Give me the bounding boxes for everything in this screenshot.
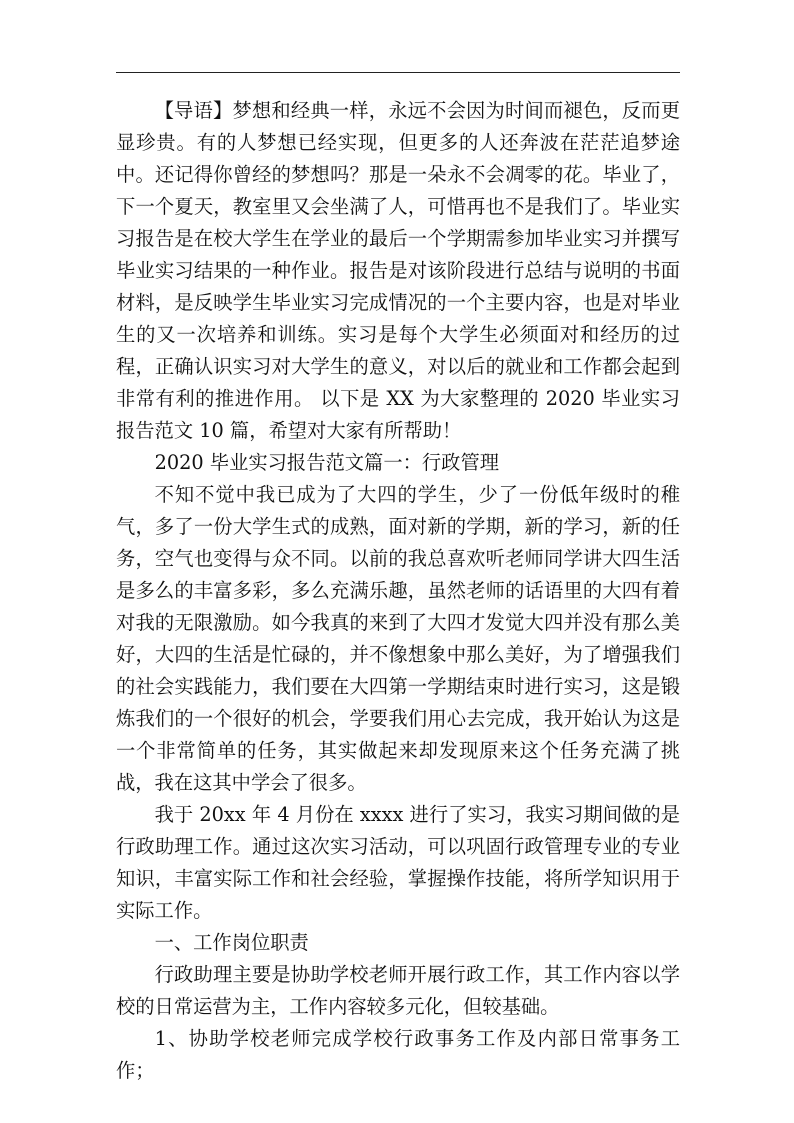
header-rule <box>116 72 680 73</box>
subsection-title-job-duties: 一、工作岗位职责 <box>154 931 309 954</box>
intro-paragraph: 【导语】梦想和经典一样，永远不会因为时间而褪色，反而更显珍贵。有的人梦想已经实现，但更多的人还奔波在茫茫追梦途中。还记得你曾经的梦想吗？那是一朵永不会凋零的花。毕业了，下一个夏天，教室里又会坐满了人，可惜再也不是我们了。毕业实习报告是在校大学生在学业的最后一个学期需参加毕业实习并撰写毕业实习结果的一种作业。报告是对该阶段进行总结与说明的书面材料，是反映学生毕业实习完成情况的一个主要内容，也是对毕业生的又一次培养和训练。实习是每个大学生必须面对和经历的过程，正确认识实习对大学生的意义，对以后的就业和工作都会起到非常有利的推进作用。 以下是 XX 为大家整理的 2020 毕业实习报告范文 10 篇，希望对大家有所帮助！ <box>116 99 680 442</box>
body-paragraph: 不知不觉中我已成为了大四的学生，少了一份低年级时的稚气，多了一份大学生式的成熟，面对新的学期，新的学习，新的任务，空气也变得与众不同。以前的我总喜欢听老师同学讲大四生活是多么的丰富多彩，多么充满乐趣，虽然老师的话语里的大四有着对我的无限激励。如今我真的来到了大四才发觉大四并没有那么美好，大四的生活是忙碌的，并不像想象中那么美好，为了增强我们的社会实践能力，我们要在大四第一学期结束时进行实习，这是锻炼我们的一个很好的机会，学要我们用心去完成，我开始认为这是一个非常简单的任务，其实做起来却发现原来这个任务充满了挑战，我在这其中学会了很多。 <box>116 483 680 794</box>
section-title-essay-1: 2020 毕业实习报告范文篇一：行政管理 <box>154 451 500 474</box>
body-paragraph: 我于 20xx 年 4 月份在 xxxx 进行了实习，我实习期间做的是行政助理工作。通过这次实习活动，可以巩固行政管理专业的专业知识，丰富实际工作和社会经验，掌握操作技能，将所学知识用于实际工作。 <box>116 803 680 922</box>
body-paragraph: 行政助理主要是协助学校老师开展行政工作，其工作内容以学校的日常运营为主，工作内容较多元化，但较基础。 <box>116 963 680 1018</box>
list-item-duty-1: 1、协助学校老师完成学校行政事务工作及内部日常事务工作； <box>116 1027 680 1082</box>
document-body <box>116 95 680 1087</box>
